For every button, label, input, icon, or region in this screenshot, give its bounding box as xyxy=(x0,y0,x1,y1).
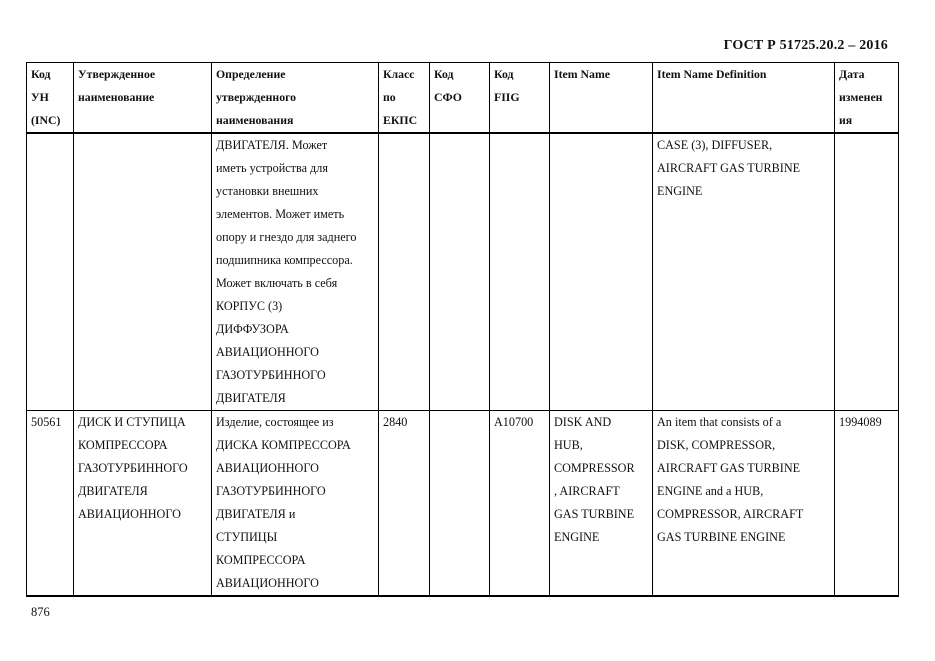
cell-item-name-definition: An item that consists of a DISK, COMPRESSOR, AIRCRAFT GAS TURBINE ENGINE and a HUB, COMPRESSOR, AIRCRAFT GAS TURBINE ENGINE xyxy=(653,411,835,597)
cell-approved-name: ДИСК И СТУПИЦА КОМПРЕССОРА ГАЗОТУРБИННОГО ДВИГАТЕЛЯ АВИАЦИОННОГО xyxy=(74,411,212,597)
header-ekps-class: Класс по ЕКПС xyxy=(379,63,430,134)
cell-item-name-definition: CASE (3), DIFFUSER, AIRCRAFT GAS TURBINE ENGINE xyxy=(653,133,835,411)
cell-ekps-class: 2840 xyxy=(379,411,430,597)
table-header-row xyxy=(27,63,899,134)
cell-inc-code xyxy=(27,133,74,411)
header-inc-code: Код УН (INC) xyxy=(27,63,74,134)
header-item-name: Item Name xyxy=(550,63,653,134)
cell-name-definition: ДВИГАТЕЛЯ. Может иметь устройства для установки внешних элементов. Может иметь опору и гнездо для заднего подшипника компрессора. Может включать в себя КОРПУС (3) ДИФФУЗОРА АВИАЦИОННОГО ГАЗОТУРБИННОГО ДВИГАТЕЛЯ xyxy=(212,133,379,411)
cell-fiig-code: A10700 xyxy=(490,411,550,597)
header-item-name-definition: Item Name Definition xyxy=(653,63,835,134)
cell-item-name xyxy=(550,133,653,411)
table-row xyxy=(27,411,899,597)
cell-sfo-code xyxy=(430,411,490,597)
page-number: 876 xyxy=(31,605,50,619)
cell-item-name: DISK AND HUB, COMPRESSOR , AIRCRAFT GAS TURBINE ENGINE xyxy=(550,411,653,597)
header-sfo-code: Код СФО xyxy=(430,63,490,134)
table-row xyxy=(27,133,899,411)
nomenclature-table xyxy=(26,62,899,597)
header-fiig-code: Код FIIG xyxy=(490,63,550,134)
cell-change-date xyxy=(835,133,899,411)
header-approved-name: Утвержденное наименование xyxy=(74,63,212,134)
cell-change-date: 1994089 xyxy=(835,411,899,597)
cell-name-definition: Изделие, состоящее из ДИСКА КОМПРЕССОРА АВИАЦИОННОГО ГАЗОТУРБИННОГО ДВИГАТЕЛЯ и СТУПИЦЫ КОМПРЕССОРА АВИАЦИОННОГО xyxy=(212,411,379,597)
header-change-date: Дата изменен ия xyxy=(835,63,899,134)
cell-ekps-class xyxy=(379,133,430,411)
document-code: ГОСТ Р 51725.20.2 – 2016 xyxy=(723,38,888,53)
header-name-definition: Определение утвержденного наименования xyxy=(212,63,379,134)
cell-fiig-code xyxy=(490,133,550,411)
cell-approved-name xyxy=(74,133,212,411)
cell-sfo-code xyxy=(430,133,490,411)
cell-inc-code: 50561 xyxy=(27,411,74,597)
